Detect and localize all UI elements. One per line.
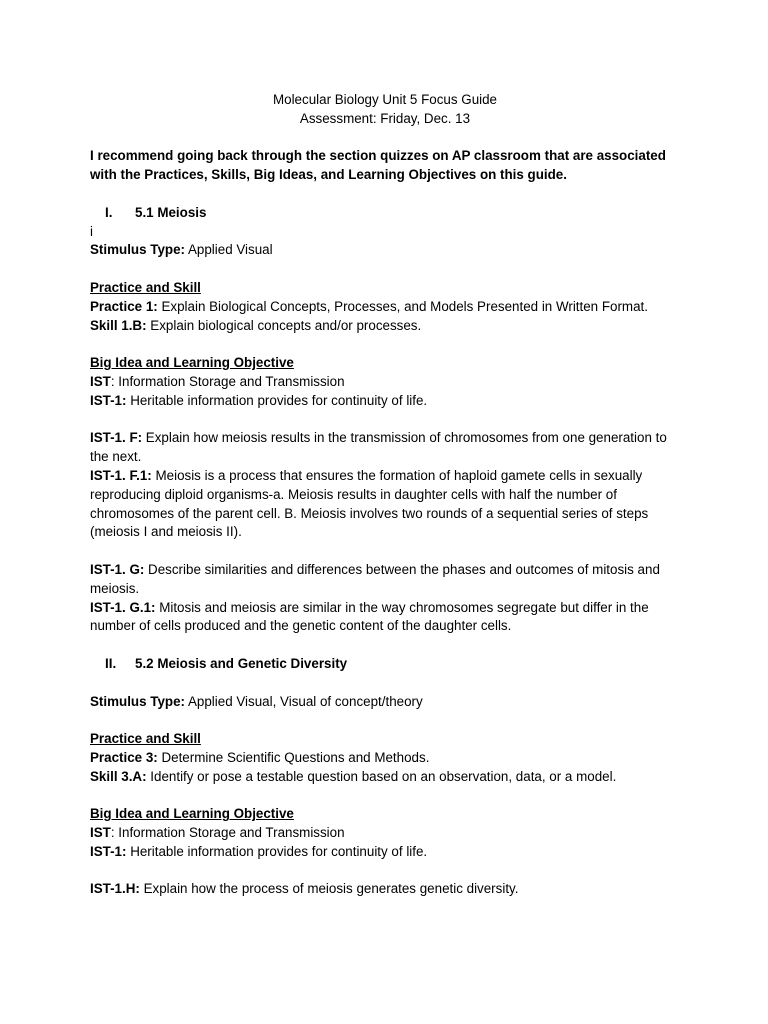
assessment-date: Assessment: Friday, Dec. 13	[299, 110, 471, 126]
objective-ist-1-g-1: IST-1. G.1: Mitosis and meiosis are similar in the way chromosomes segregate but differ in the number of cells produced and the genetic content of the daughter cells.	[90, 599, 649, 634]
section-2-practice-skill-heading: Practice and Skill	[90, 731, 201, 747]
section-1-heading	[90, 204, 680, 223]
section-1-ist: IST: Information Storage and Transmission	[90, 373, 345, 389]
section-2-number: II.	[105, 655, 117, 671]
objective-ist-1-f-1: IST-1. F.1: Meiosis is a process that ensures the formation of haploid gamete cells in sexually reproducing diploid organisms-a. Meiosis results in daughter cells with half the number of chromosomes of the parent cell. B. Meiosis involves two rounds of a sequential series of steps (meiosis I and meiosis II).	[90, 467, 649, 540]
section-2-big-idea-heading: Big Idea and Learning Objective	[90, 806, 294, 822]
section-2-heading	[90, 655, 680, 674]
section-1-practice-skill-heading: Practice and Skill	[90, 279, 201, 295]
section-1-stimulus: Stimulus Type: Applied Visual	[90, 242, 273, 258]
section-1-big-idea-heading: Big Idea and Learning Objective	[90, 355, 294, 371]
objective-ist-1-h: IST-1.H: Explain how the process of meiosis generates genetic diversity.	[90, 881, 519, 897]
section-2-ist-1: IST-1: Heritable information provides for continuity of life.	[90, 843, 428, 859]
objective-ist-1-g: IST-1. G: Describe similarities and differences between the phases and outcomes of mitosis and meiosis.	[90, 561, 660, 596]
section-1-practice: Practice 1: Explain Biological Concepts, Processes, and Models Presented in Written Format.	[90, 298, 648, 314]
section-2-stimulus: Stimulus Type: Applied Visual, Visual of concept/theory	[90, 693, 423, 709]
doc-title: Molecular Biology Unit 5 Focus Guide	[272, 92, 498, 107]
section-2-title: 5.2 Meiosis and Genetic Diversity	[135, 655, 348, 671]
stray-character: i	[90, 223, 93, 239]
document-body	[90, 91, 680, 899]
section-1-title: 5.1 Meiosis	[135, 204, 207, 220]
section-2-practice: Practice 3: Determine Scientific Questions and Methods.	[90, 749, 430, 765]
section-1-ist-1: IST-1: Heritable information provides for continuity of life.	[90, 392, 428, 408]
section-1-number: I.	[105, 204, 113, 220]
section-1-skill: Skill 1.B: Explain biological concepts and/or processes.	[90, 317, 422, 333]
objective-ist-1-f: IST-1. F: Explain how meiosis results in the transmission of chromosomes from one generation to the next.	[90, 430, 667, 465]
section-2-skill: Skill 3.A: Identify or pose a testable question based on an observation, data, or a model.	[90, 768, 617, 784]
section-2-ist: IST: Information Storage and Transmission	[90, 825, 345, 841]
intro-paragraph: I recommend going back through the section quizzes on AP classroom that are associated with the Practices, Skills, Big Ideas, and Learning Objectives on this guide.	[90, 148, 666, 183]
